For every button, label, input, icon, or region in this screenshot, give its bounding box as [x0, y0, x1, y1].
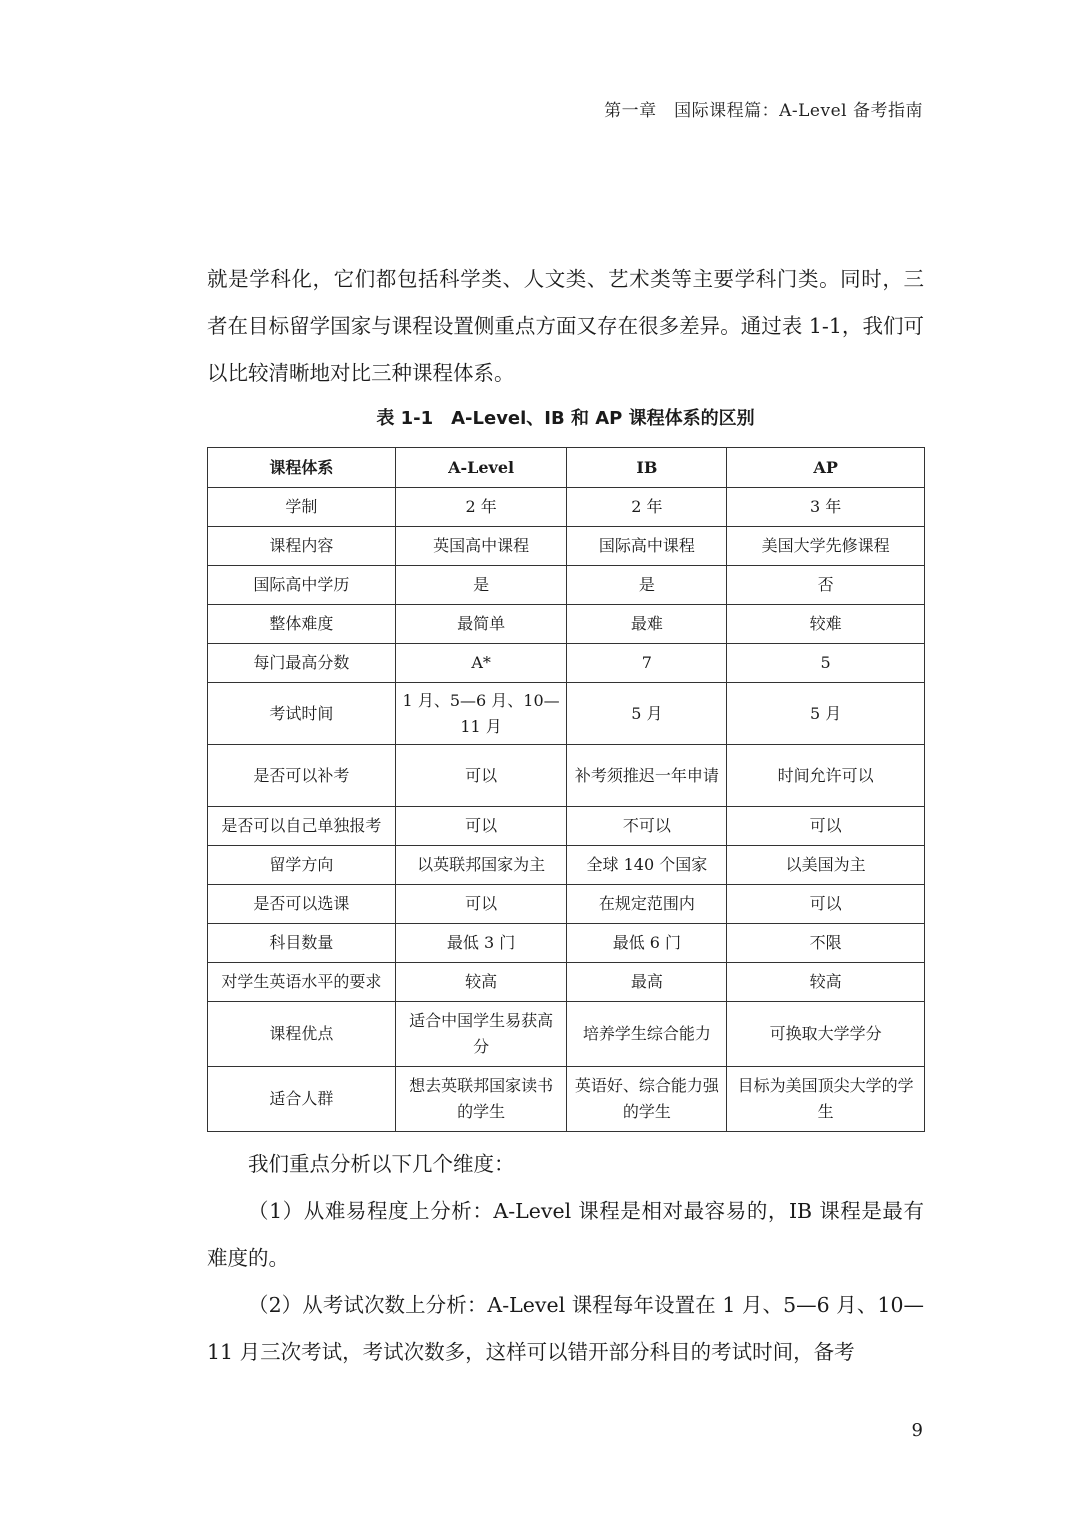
- table-row: [208, 1002, 925, 1067]
- row-label-cell: 是否可以补考: [208, 745, 396, 807]
- table-cell: 最简单: [395, 605, 567, 644]
- table-header-row: [208, 448, 925, 488]
- header-cell: AP: [727, 448, 925, 488]
- table-cell: 5 月: [727, 683, 925, 745]
- table-cell: 较难: [727, 605, 925, 644]
- row-label-cell: 课程优点: [208, 1002, 396, 1067]
- table-cell: A*: [395, 644, 567, 683]
- analysis-lead: 我们重点分析以下几个维度：: [248, 1152, 515, 1176]
- row-label-cell: 考试时间: [208, 683, 396, 745]
- table-cell: 5: [727, 644, 925, 683]
- table-cell: 2 年: [395, 488, 567, 527]
- table-row: [208, 807, 925, 846]
- table-cell: 可以: [727, 807, 925, 846]
- table-row: [208, 605, 925, 644]
- table-cell: 3 年: [727, 488, 925, 527]
- row-label-cell: 是否可以选课: [208, 885, 396, 924]
- analysis-point-1: （1）从难易程度上分析：A-Level 课程是相对最容易的，IB 课程是最有难度的。: [207, 1199, 924, 1270]
- analysis-section: [207, 1141, 924, 1376]
- row-label-cell: 科目数量: [208, 924, 396, 963]
- table-cell: 以美国为主: [727, 846, 925, 885]
- table-cell: 不限: [727, 924, 925, 963]
- intro-paragraph: 就是学科化，它们都包括科学类、人文类、艺术类等主要学科门类。同时，三者在目标留学国家与课程设置侧重点方面又存在很多差异。通过表 1-1，我们可以比较清晰地对比三种课程体系。: [207, 267, 924, 385]
- table-row: [208, 683, 925, 745]
- table-cell: 可以: [727, 885, 925, 924]
- table-row: [208, 527, 925, 566]
- table-cell: 7: [567, 644, 727, 683]
- table-cell: 可以: [395, 885, 567, 924]
- table-cell: 5 月: [567, 683, 727, 745]
- row-label-cell: 是否可以自己单独报考: [208, 807, 396, 846]
- table-cell: 否: [727, 566, 925, 605]
- intro-section: [207, 256, 924, 397]
- table-cell: 美国大学先修课程: [727, 527, 925, 566]
- row-label-cell: 留学方向: [208, 846, 396, 885]
- table-cell: 适合中国学生易获高分: [395, 1002, 567, 1067]
- table-cell: 1 月、5—6 月、10—11 月: [395, 683, 567, 745]
- table-cell: 是: [395, 566, 567, 605]
- table-row: [208, 644, 925, 683]
- row-label-cell: 对学生英语水平的要求: [208, 963, 396, 1002]
- table-cell: 可以: [395, 745, 567, 807]
- table-cell: 目标为美国顶尖大学的学生: [727, 1067, 925, 1132]
- table-row: [208, 745, 925, 807]
- table-cell: 全球 140 个国家: [567, 846, 727, 885]
- table-cell: 最难: [567, 605, 727, 644]
- table-row: [208, 963, 925, 1002]
- comparison-table: [207, 447, 925, 1132]
- table-cell: 可以: [395, 807, 567, 846]
- table-cell: 最高: [567, 963, 727, 1002]
- table-row: [208, 846, 925, 885]
- table-cell: 在规定范围内: [567, 885, 727, 924]
- page-number: 9: [911, 1420, 923, 1441]
- table-cell: 时间允许可以: [727, 745, 925, 807]
- table-cell: 国际高中课程: [567, 527, 727, 566]
- table-row: [208, 488, 925, 527]
- row-label-cell: 国际高中学历: [208, 566, 396, 605]
- analysis-point-2: （2）从考试次数上分析：A-Level 课程每年设置在 1 月、5—6 月、10—11 月三次考试，考试次数多，这样可以错开部分科目的考试时间，备考: [207, 1293, 924, 1364]
- table-cell: 是: [567, 566, 727, 605]
- table-cell: 2 年: [567, 488, 727, 527]
- table-row: [208, 1067, 925, 1132]
- table-cell: 以英联邦国家为主: [395, 846, 567, 885]
- table-row: [208, 885, 925, 924]
- row-label-cell: 课程内容: [208, 527, 396, 566]
- table-cell: 最低 6 门: [567, 924, 727, 963]
- table-cell: 较高: [727, 963, 925, 1002]
- row-label-cell: 学制: [208, 488, 396, 527]
- table-cell: 补考须推迟一年申请: [567, 745, 727, 807]
- header-cell: 课程体系: [208, 448, 396, 488]
- running-header: 第一章 国际课程篇：A-Level 备考指南: [604, 101, 923, 121]
- table-cell: 最低 3 门: [395, 924, 567, 963]
- table-caption: 表 1-1 A-Level、IB 和 AP 课程体系的区别: [376, 408, 755, 429]
- row-label-cell: 每门最高分数: [208, 644, 396, 683]
- table-cell: 培养学生综合能力: [567, 1002, 727, 1067]
- table-cell: 想去英联邦国家读书的学生: [395, 1067, 567, 1132]
- table-cell: 英国高中课程: [395, 527, 567, 566]
- table-cell: 不可以: [567, 807, 727, 846]
- table-cell: 较高: [395, 963, 567, 1002]
- table-cell: 英语好、综合能力强的学生: [567, 1067, 727, 1132]
- row-label-cell: 整体难度: [208, 605, 396, 644]
- row-label-cell: 适合人群: [208, 1067, 396, 1132]
- table-cell: 可换取大学学分: [727, 1002, 925, 1067]
- table-row: [208, 566, 925, 605]
- header-cell: IB: [567, 448, 727, 488]
- table-row: [208, 924, 925, 963]
- header-cell: A-Level: [395, 448, 567, 488]
